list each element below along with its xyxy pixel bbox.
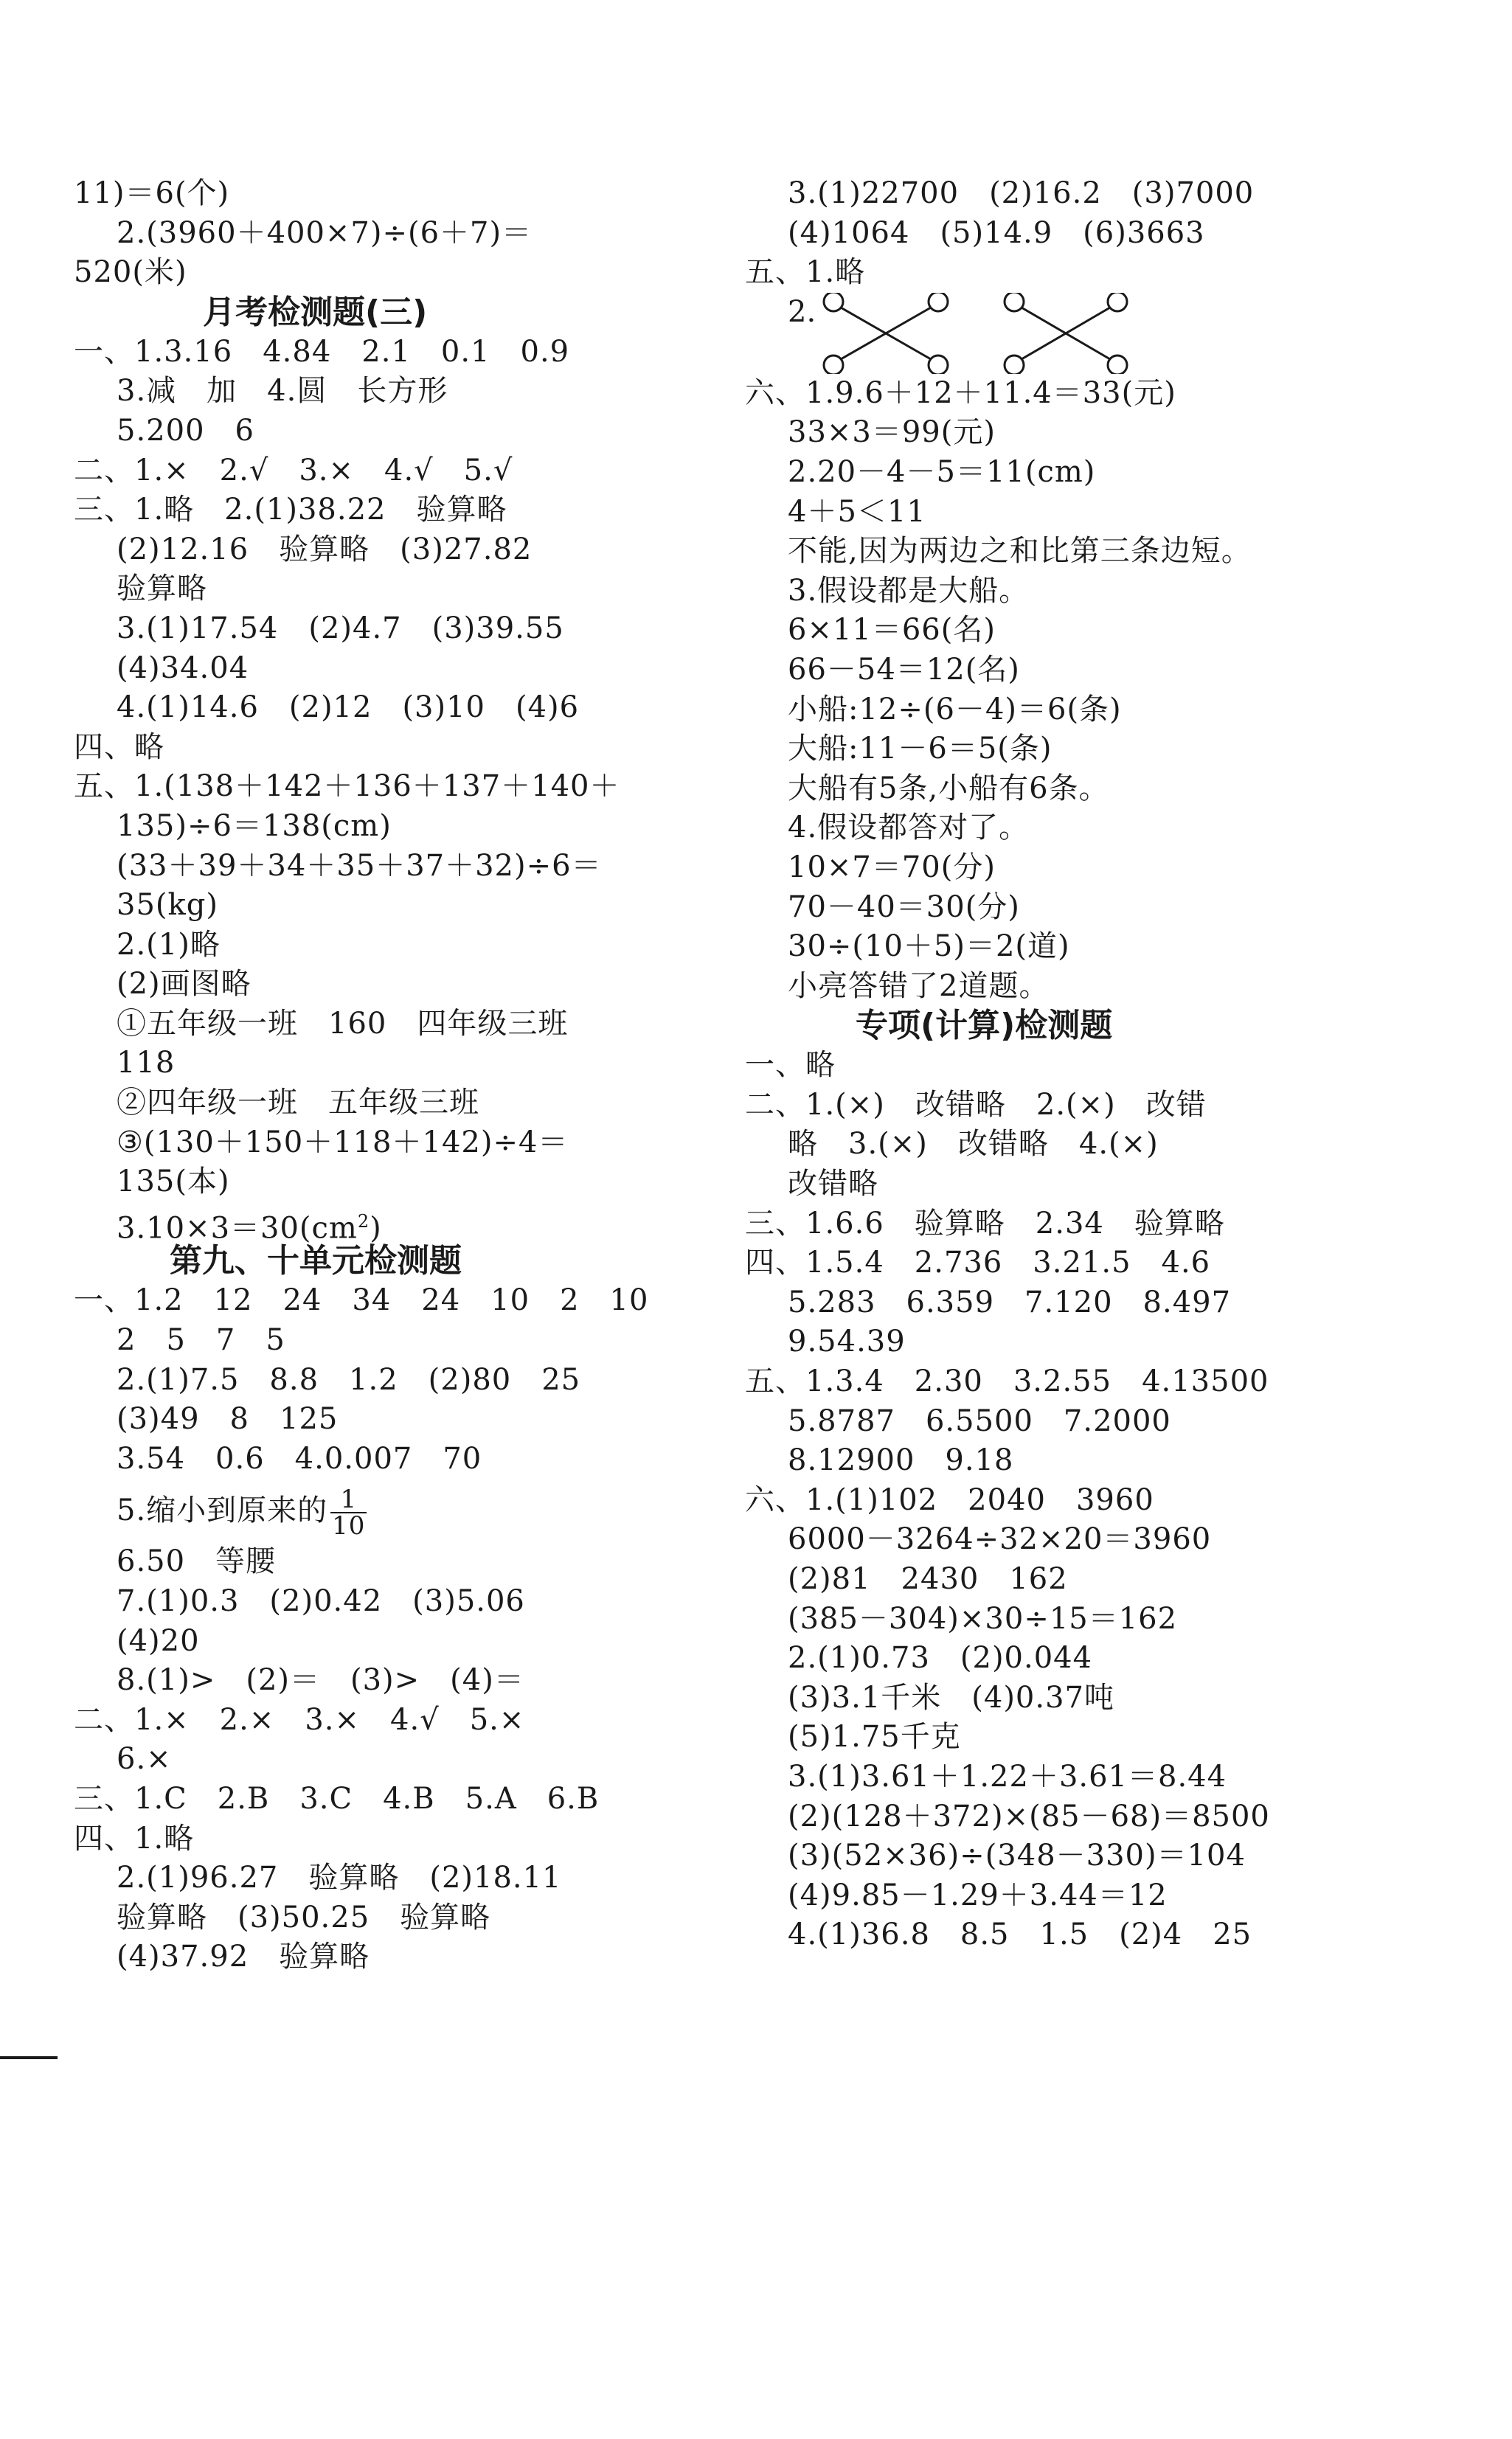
text-line: (4)20: [117, 1623, 200, 1658]
text-line: 4.(1)36.8 8.5 1.5 (2)4 25: [788, 1918, 1252, 1952]
text-line: (385－304)×30÷15＝162: [788, 1601, 1178, 1636]
text-line: 3.(1)17.54 (2)4.7 (3)39.55: [117, 611, 564, 645]
text-line: 3.减 加 4.圆 长方形: [117, 374, 448, 409]
text-line: 5.283 6.359 7.120 8.497: [788, 1285, 1232, 1319]
text-line: 二、1.(×) 改错略 2.(×) 改错: [745, 1087, 1207, 1122]
text-line: 五、1.(138＋142＋136＋137＋140＋: [74, 769, 620, 804]
text-line: ③(130＋150＋118＋142)÷4＝: [117, 1125, 569, 1159]
text-line: 10×7＝70(分): [788, 850, 996, 884]
text-line: 一、1.3.16 4.84 2.1 0.1 0.9: [74, 334, 570, 369]
text-line: 3.假设都是大船。: [788, 573, 1030, 608]
text-line: 四、1.略: [74, 1821, 195, 1856]
text-line: 四、1.5.4 2.736 3.21.5 4.6: [745, 1246, 1211, 1280]
text-line: 520(米): [74, 255, 187, 290]
section-heading: 第九、十单元检测题: [170, 1242, 462, 1280]
circle-node: [929, 355, 948, 374]
text-line: 不能,因为两边之和比第三条边短。: [788, 534, 1252, 569]
text-line: 5.8787 6.5500 7.2000: [788, 1404, 1171, 1438]
text-line: 8.(1)> (2)＝ (3)> (4)＝: [117, 1663, 524, 1698]
matching-diagram-row: [745, 293, 1482, 374]
right-column: [745, 174, 1482, 1955]
text-line: 118: [117, 1046, 176, 1080]
text-line: 4＋5＜11: [788, 494, 926, 529]
text-line: 4.假设都答对了。: [788, 811, 1030, 845]
text-line: 五、1.3.4 2.30 3.2.55 4.13500: [745, 1364, 1269, 1399]
superscript: 2: [357, 1210, 370, 1232]
text-line: 五、1.略: [745, 255, 866, 290]
text-line: 三、1.C 2.B 3.C 4.B 5.A 6.B: [74, 1781, 600, 1816]
text-line: (2)81 2430 162: [788, 1562, 1068, 1596]
text-line: 一、略: [745, 1048, 836, 1083]
text-line: 30÷(10＋5)＝2(道): [788, 929, 1070, 964]
circle-node: [824, 355, 843, 374]
text-line: 135(本): [117, 1165, 230, 1199]
text-line: (3)3.1千米 (4)0.37吨: [788, 1680, 1114, 1715]
text-line: (4)37.92 验算略: [117, 1940, 370, 1974]
text-line: 4.(1)14.6 (2)12 (3)10 (4)6: [117, 690, 580, 725]
text-line: 6.×: [117, 1742, 172, 1777]
text-line: 2.(1)略: [117, 927, 221, 962]
text-line: 33×3＝99(元): [788, 415, 996, 450]
text-line: (5)1.75千克: [788, 1720, 961, 1755]
text-line: 7.(1)0.3 (2)0.42 (3)5.06: [117, 1584, 525, 1618]
text-line: 8.12900 9.18: [788, 1443, 1014, 1478]
text-line: 35(kg): [117, 888, 218, 923]
section-heading: 月考检测题(三): [203, 293, 428, 331]
text-line: 3.(1)3.61＋1.22＋3.61＝8.44: [788, 1759, 1227, 1794]
text-line: 11)＝6(个): [74, 176, 230, 210]
text-line: 6×11＝66(名): [788, 613, 996, 648]
page-edge-rule: [0, 2056, 58, 2059]
text-line: 5.200 6: [117, 413, 254, 448]
text-line: (2)画图略: [117, 967, 252, 1002]
text-line: $3.10\times 3=30(cm^2)$: [117, 1210, 382, 1246]
text-line: 70－40＝30(分): [788, 889, 1020, 924]
text-line: 2.(1)96.27 验算略 (2)18.11: [117, 1861, 562, 1895]
text-line: 9.54.39: [788, 1325, 906, 1359]
text-line: (4)1064 (5)14.9 (6)3663: [788, 215, 1205, 250]
fraction: $\frac{1}{10}$: [332, 1485, 366, 1541]
circle-node: [929, 293, 948, 311]
text-line: 3.(1)22700 (2)16.2 (3)7000: [788, 176, 1255, 210]
text-line: (4)9.85－1.29＋3.44＝12: [788, 1878, 1168, 1912]
text-line: 小船:12÷(6－4)＝6(条): [788, 692, 1122, 726]
text-line: 3.54 0.6 4.0.007 70: [117, 1441, 482, 1476]
text-line: 2.(1)7.5 8.8 1.2 (2)80 25: [117, 1362, 581, 1397]
text-line: 六、1.9.6＋12＋11.4＝33(元): [745, 375, 1176, 410]
text-line: 5.缩小到原来的 $\frac{1}{10}$: [117, 1485, 366, 1541]
text-line: (3)49 8 125: [117, 1402, 339, 1437]
text-line: 2.(3960＋400×7)÷(6＋7)＝: [117, 215, 533, 250]
circle-node: [1005, 293, 1024, 311]
left-column: [74, 174, 738, 1977]
text-line: 6.50 等腰: [117, 1544, 277, 1579]
text-line: ②四年级一班 五年级三班: [117, 1086, 479, 1120]
circle-node: [1005, 355, 1024, 374]
text-line: 三、1.略 2.(1)38.22 验算略: [74, 493, 507, 527]
text-line: 2.20－4－5＝11(cm): [788, 454, 1096, 489]
circle-node: [824, 293, 843, 311]
text-line: 66－54＝12(名): [788, 652, 1020, 687]
text-line: 略 3.(×) 改错略 4.(×): [788, 1127, 1159, 1162]
circle-node: [1108, 355, 1127, 374]
text-line: (3)(52×36)÷(348－330)＝104: [788, 1839, 1246, 1873]
text-line: 六、1.(1)102 2040 3960: [745, 1482, 1154, 1517]
text-line: 二、1.× 2.× 3.× 4.√ 5.×: [74, 1702, 525, 1737]
circle-node: [1108, 293, 1127, 311]
text-line: 验算略: [117, 572, 207, 606]
matching-lines-diagram: [819, 293, 1173, 374]
text-line: (33＋39＋34＋35＋37＋32)÷6＝: [117, 848, 602, 883]
text-line: 135)÷6＝138(cm): [117, 808, 392, 843]
text-line: 小亮答错了2道题。: [788, 968, 1050, 1003]
text-line: 2 5 7 5: [117, 1323, 285, 1358]
text-line: 2.(1)0.73 (2)0.044: [788, 1641, 1093, 1676]
text-line: ①五年级一班 160 四年级三班: [117, 1006, 569, 1041]
text-line: 验算略 (3)50.25 验算略: [117, 1900, 491, 1935]
text-line: 2.: [788, 294, 816, 329]
text-line: (2)12.16 验算略 (3)27.82: [117, 532, 533, 566]
section-heading: 专项(计算)检测题: [856, 1007, 1113, 1045]
text-line: 四、略: [74, 729, 164, 764]
text-line: 6000－3264÷32×20＝3960: [788, 1522, 1212, 1557]
text-line: 大船有5条,小船有6条。: [788, 771, 1109, 805]
text-line: (2)(128＋372)×(85－68)＝8500: [788, 1799, 1270, 1833]
text-line: 一、1.2 12 24 34 24 10 2 10: [74, 1283, 649, 1318]
text-line: 大船:11－6＝5(条): [788, 732, 1052, 766]
text-line: 二、1.× 2.√ 3.× 4.√ 5.√: [74, 453, 513, 488]
text-line: 三、1.6.6 验算略 2.34 验算略: [745, 1206, 1225, 1241]
text-line: (4)34.04: [117, 650, 249, 685]
text-line: 改错略: [788, 1167, 878, 1201]
